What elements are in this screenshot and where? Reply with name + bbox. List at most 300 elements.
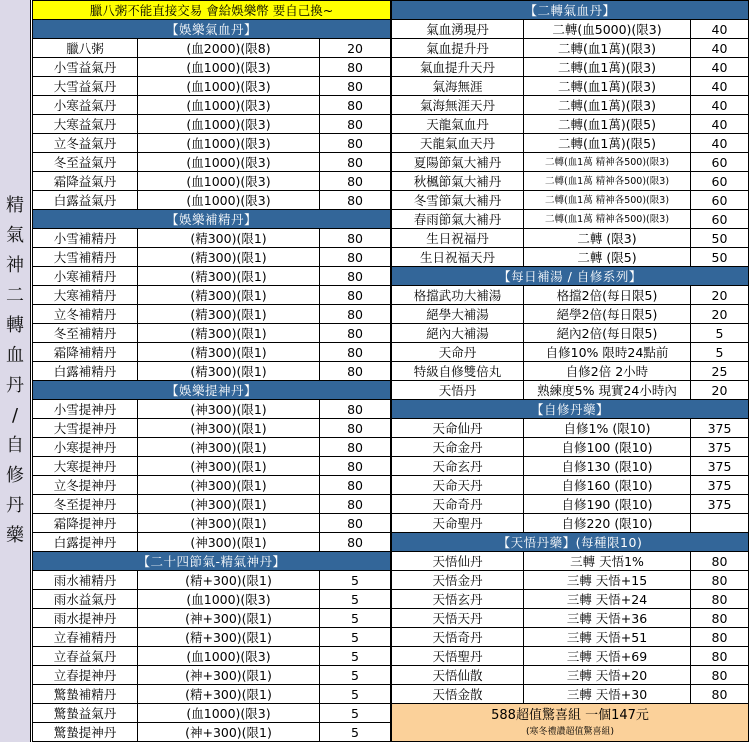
table-row [33, 609, 391, 628]
item-name: 天命金丹 [392, 438, 524, 457]
item-name: 白露補精丹 [33, 362, 138, 381]
item-name: 絕學大補湯 [392, 305, 524, 324]
item-price: 375 [691, 457, 749, 476]
side-title-char: 轉 [6, 315, 24, 336]
item-name: 小雪補精丹 [33, 229, 138, 248]
item-effect: 自修160 (限10) [524, 476, 691, 495]
item-name: 霜降補精丹 [33, 343, 138, 362]
table-row [33, 362, 391, 381]
item-price: 50 [691, 229, 749, 248]
table-row [33, 324, 391, 343]
table-row [33, 343, 391, 362]
item-effect: (神300)(限1) [138, 514, 320, 533]
table-row [392, 115, 749, 134]
item-price: 80 [320, 286, 391, 305]
item-name: 臘八粥 [33, 39, 138, 58]
item-effect: (精300)(限1) [138, 324, 320, 343]
item-name: 大雪益氣丹 [33, 77, 138, 96]
item-name: 雨水提神丹 [33, 609, 138, 628]
item-name: 小寒補精丹 [33, 267, 138, 286]
item-name: 立冬補精丹 [33, 305, 138, 324]
table-row [33, 495, 391, 514]
section-header: 【天悟丹藥】(每種限10) [392, 533, 749, 552]
side-title-char: 精 [6, 195, 24, 216]
side-title-char: / [11, 405, 19, 426]
item-name: 格擋武功大補湯 [392, 286, 524, 305]
item-effect: 二轉(血1萬)(限3) [524, 96, 691, 115]
item-effect: 二轉(血1萬)(限5) [524, 134, 691, 153]
side-title-char: 自 [6, 435, 24, 456]
table-row [392, 419, 749, 438]
item-effect: 自修10% 限時24點前 [524, 343, 691, 362]
item-name: 特級自修雙倍丸 [392, 362, 524, 381]
item-name: 冬至益氣丹 [33, 153, 138, 172]
item-name: 氣海無涯 [392, 77, 524, 96]
item-price: 375 [691, 438, 749, 457]
item-price: 80 [320, 248, 391, 267]
table-row [33, 172, 391, 191]
item-price: 5 [320, 609, 391, 628]
item-name: 生日祝福天丹 [392, 248, 524, 267]
section-header-row [392, 533, 749, 552]
item-effect: (神300)(限1) [138, 400, 320, 419]
table-row [33, 647, 391, 666]
item-name: 天悟天丹 [392, 609, 524, 628]
item-price: 40 [691, 20, 749, 39]
item-effect: (神300)(限1) [138, 438, 320, 457]
item-price: 50 [691, 248, 749, 267]
table-row [392, 362, 749, 381]
item-effect: 三轉 天悟+15 [524, 571, 691, 590]
item-effect: 自修100 (限10) [524, 438, 691, 457]
item-price: 20 [691, 286, 749, 305]
table-row [392, 647, 749, 666]
item-effect: (血1000)(限3) [138, 590, 320, 609]
table-row [392, 609, 749, 628]
item-effect: (血1000)(限3) [138, 58, 320, 77]
item-effect: 三轉 天悟1% [524, 552, 691, 571]
item-price: 20 [320, 39, 391, 58]
table-row [392, 590, 749, 609]
item-price [691, 514, 749, 533]
item-effect: (精300)(限1) [138, 362, 320, 381]
item-effect: 絕內2倍(每日限5) [524, 324, 691, 343]
section-header: 【自修丹藥】 [392, 400, 749, 419]
table-row [392, 77, 749, 96]
item-effect: (精+300)(限1) [138, 685, 320, 704]
item-price: 5 [320, 666, 391, 685]
item-name: 冬至提神丹 [33, 495, 138, 514]
item-name: 立春益氣丹 [33, 647, 138, 666]
side-title-char: 血 [6, 345, 24, 366]
item-effect: 二轉(血5000)(限3) [524, 20, 691, 39]
item-name: 驚蟄提神丹 [33, 723, 138, 742]
item-price: 5 [320, 647, 391, 666]
item-effect: (精300)(限1) [138, 343, 320, 362]
table-row [392, 571, 749, 590]
item-price: 80 [320, 267, 391, 286]
item-price: 80 [691, 590, 749, 609]
item-price: 60 [691, 172, 749, 191]
side-title-char: 丹 [6, 375, 24, 396]
section-header-row [33, 381, 391, 400]
item-name: 天命天丹 [392, 476, 524, 495]
item-price: 80 [691, 552, 749, 571]
item-effect: (神300)(限1) [138, 495, 320, 514]
item-name: 天命玄丹 [392, 457, 524, 476]
item-effect: (神+300)(限1) [138, 666, 320, 685]
section-header-row [392, 1, 749, 20]
table-row [392, 172, 749, 191]
table-row [33, 39, 391, 58]
item-effect: (血1000)(限3) [138, 134, 320, 153]
table-row [33, 533, 391, 552]
side-title-char: 修 [6, 465, 24, 486]
item-name: 立冬提神丹 [33, 476, 138, 495]
item-price: 5 [320, 723, 391, 742]
item-price: 80 [691, 628, 749, 647]
item-price: 60 [691, 153, 749, 172]
section-header-row [392, 400, 749, 419]
item-name: 驚蟄補精丹 [33, 685, 138, 704]
item-price: 20 [691, 381, 749, 400]
table-row [392, 20, 749, 39]
item-price: 375 [691, 495, 749, 514]
table-row [392, 153, 749, 172]
item-effect: (血1000)(限3) [138, 172, 320, 191]
section-header: 【娛樂提神丹】 [33, 381, 391, 400]
item-effect: 三轉 天悟+30 [524, 685, 691, 704]
table-row [33, 286, 391, 305]
table-row [392, 343, 749, 362]
left-panel [32, 0, 391, 742]
item-effect: (神300)(限1) [138, 419, 320, 438]
item-effect: (神300)(限1) [138, 457, 320, 476]
item-price: 80 [320, 362, 391, 381]
item-price: 80 [691, 685, 749, 704]
item-name: 天悟聖丹 [392, 647, 524, 666]
item-effect: 格擋2倍(每日限5) [524, 286, 691, 305]
table-row [33, 590, 391, 609]
section-header: 【二十四節氣-精氣神丹】 [33, 552, 391, 571]
table-row [392, 457, 749, 476]
item-price: 80 [691, 647, 749, 666]
side-title-char: 二 [6, 285, 24, 306]
item-name: 小寒益氣丹 [33, 96, 138, 115]
table-row [33, 419, 391, 438]
item-name: 天悟仙丹 [392, 552, 524, 571]
item-price: 20 [691, 305, 749, 324]
table-row [33, 685, 391, 704]
item-price: 40 [691, 115, 749, 134]
item-name: 天命丹 [392, 343, 524, 362]
table-row [33, 267, 391, 286]
item-name: 大寒提神丹 [33, 457, 138, 476]
side-title-char: 氣 [6, 225, 24, 246]
item-price: 80 [320, 305, 391, 324]
item-name: 天悟金丹 [392, 571, 524, 590]
item-name: 小寒提神丹 [33, 438, 138, 457]
item-effect: 三轉 天悟+20 [524, 666, 691, 685]
item-price: 60 [691, 191, 749, 210]
item-effect: 二轉(血1萬)(限3) [524, 77, 691, 96]
table-row [392, 552, 749, 571]
item-price: 5 [320, 704, 391, 723]
item-effect: 自修2倍 2小時 [524, 362, 691, 381]
item-effect: (血1000)(限3) [138, 77, 320, 96]
table-row [33, 134, 391, 153]
table-row [392, 286, 749, 305]
item-price: 40 [691, 58, 749, 77]
item-name: 夏陽節氣大補丹 [392, 153, 524, 172]
table-row [33, 514, 391, 533]
item-name: 冬雪節氣大補丹 [392, 191, 524, 210]
item-name: 立冬益氣丹 [33, 134, 138, 153]
item-effect: 二轉(血1萬)(限5) [524, 115, 691, 134]
table-row [392, 305, 749, 324]
item-name: 大雪提神丹 [33, 419, 138, 438]
table-row [392, 628, 749, 647]
promo-row [392, 704, 749, 742]
item-name: 天命奇丹 [392, 495, 524, 514]
side-title-char: 藥 [6, 525, 24, 546]
section-header: 【每日補湯 / 自修系列】 [392, 267, 749, 286]
side-title-char: 神 [6, 255, 24, 276]
item-name: 氣血提升天丹 [392, 58, 524, 77]
table-row [392, 685, 749, 704]
side-title-char: 丹 [6, 495, 24, 516]
table-row [33, 438, 391, 457]
item-name: 大寒補精丹 [33, 286, 138, 305]
table-row [392, 191, 749, 210]
item-price: 80 [691, 571, 749, 590]
item-price: 80 [320, 343, 391, 362]
item-price: 25 [691, 362, 749, 381]
table-row [33, 191, 391, 210]
section-header: 【娛樂補精丹】 [33, 210, 391, 229]
item-effect: 自修1% (限10) [524, 419, 691, 438]
item-price: 375 [691, 419, 749, 438]
item-price: 40 [691, 77, 749, 96]
item-name: 春雨節氣大補丹 [392, 210, 524, 229]
table-row [33, 229, 391, 248]
notice-row [33, 1, 391, 20]
item-effect: (血1000)(限3) [138, 704, 320, 723]
item-name: 霜降益氣丹 [33, 172, 138, 191]
item-price: 5 [691, 324, 749, 343]
promo-title: 588超值驚喜組 一個147元 [491, 707, 649, 723]
table-row [33, 400, 391, 419]
table-row [33, 457, 391, 476]
item-effect: (精300)(限1) [138, 286, 320, 305]
item-price: 80 [320, 324, 391, 343]
item-name: 大雪補精丹 [33, 248, 138, 267]
item-effect: (精300)(限1) [138, 248, 320, 267]
item-name: 白露提神丹 [33, 533, 138, 552]
item-effect: 二轉(血1萬 精神各500)(限3) [524, 172, 691, 191]
item-price: 80 [320, 438, 391, 457]
table-row [392, 438, 749, 457]
item-name: 氣血湧現丹 [392, 20, 524, 39]
item-name: 小雪提神丹 [33, 400, 138, 419]
item-effect: 二轉(血1萬 精神各500)(限3) [524, 191, 691, 210]
item-effect: 二轉 (限5) [524, 248, 691, 267]
table-row [392, 39, 749, 58]
item-price: 5 [320, 590, 391, 609]
item-effect: 自修130 (限10) [524, 457, 691, 476]
table-row [392, 96, 749, 115]
item-effect: 二轉 (限3) [524, 229, 691, 248]
section-header: 【二轉氣血丹】 [392, 1, 749, 20]
left-price-table [32, 0, 391, 742]
item-effect: (血1000)(限3) [138, 647, 320, 666]
item-effect: (精300)(限1) [138, 305, 320, 324]
item-name: 白露益氣丹 [33, 191, 138, 210]
item-price: 80 [320, 115, 391, 134]
item-effect: 三轉 天悟+36 [524, 609, 691, 628]
item-price: 40 [691, 96, 749, 115]
item-effect: 自修220 (限10) [524, 514, 691, 533]
item-effect: 自修190 (限10) [524, 495, 691, 514]
item-price: 80 [320, 134, 391, 153]
table-row [392, 210, 749, 229]
item-effect: (精+300)(限1) [138, 571, 320, 590]
section-header: 【娛樂氣血丹】 [33, 20, 391, 39]
item-name: 絕內大補湯 [392, 324, 524, 343]
table-row [33, 666, 391, 685]
item-effect: (神300)(限1) [138, 476, 320, 495]
section-header-row [33, 210, 391, 229]
item-price: 60 [691, 210, 749, 229]
item-effect: (血1000)(限3) [138, 153, 320, 172]
item-price: 80 [320, 400, 391, 419]
table-row [392, 134, 749, 153]
item-name: 秋楓節氣大補丹 [392, 172, 524, 191]
item-name: 天悟金散 [392, 685, 524, 704]
table-row [33, 77, 391, 96]
table-row [392, 248, 749, 267]
item-name: 天命聖丹 [392, 514, 524, 533]
item-price: 80 [320, 58, 391, 77]
item-effect: (血1000)(限3) [138, 115, 320, 134]
section-header-row [33, 20, 391, 39]
item-name: 立春提神丹 [33, 666, 138, 685]
item-name: 小雪益氣丹 [33, 58, 138, 77]
item-name: 驚蟄益氣丹 [33, 704, 138, 723]
right-panel [391, 0, 749, 742]
item-name: 氣血提升丹 [392, 39, 524, 58]
item-name: 冬至補精丹 [33, 324, 138, 343]
item-effect: (血2000)(限8) [138, 39, 320, 58]
item-price: 5 [320, 571, 391, 590]
table-row [33, 723, 391, 742]
item-name: 天悟丹 [392, 381, 524, 400]
item-effect: (神+300)(限1) [138, 609, 320, 628]
promo-cell [392, 704, 749, 742]
table-row [392, 381, 749, 400]
item-effect: 三轉 天悟+69 [524, 647, 691, 666]
item-effect: (精300)(限1) [138, 229, 320, 248]
item-name: 雨水益氣丹 [33, 590, 138, 609]
section-header-row [33, 552, 391, 571]
item-name: 雨水補精丹 [33, 571, 138, 590]
table-row [33, 58, 391, 77]
item-price: 5 [320, 628, 391, 647]
item-price: 80 [691, 609, 749, 628]
item-effect: 三轉 天悟+51 [524, 628, 691, 647]
table-row [33, 704, 391, 723]
item-effect: 絕學2倍(每日限5) [524, 305, 691, 324]
item-price: 40 [691, 134, 749, 153]
promo-subtitle: (寒冬禮讚超值驚喜組) [525, 726, 615, 737]
section-header-row [392, 267, 749, 286]
item-name: 大寒益氣丹 [33, 115, 138, 134]
item-price: 80 [320, 153, 391, 172]
item-effect: (神+300)(限1) [138, 723, 320, 742]
table-row [33, 96, 391, 115]
table-row [33, 153, 391, 172]
table-row [33, 571, 391, 590]
item-effect: 二轉(血1萬 精神各500)(限3) [524, 210, 691, 229]
item-effect: (精300)(限1) [138, 267, 320, 286]
item-name: 天悟仙散 [392, 666, 524, 685]
item-effect: (血1000)(限3) [138, 191, 320, 210]
table-row [392, 229, 749, 248]
table-row [392, 666, 749, 685]
item-price: 80 [320, 476, 391, 495]
right-price-table [391, 0, 749, 742]
item-effect: 二轉(血1萬)(限3) [524, 39, 691, 58]
table-row [33, 476, 391, 495]
item-price: 80 [691, 666, 749, 685]
item-price: 375 [691, 476, 749, 495]
item-effect: (血1000)(限3) [138, 96, 320, 115]
item-name: 天悟奇丹 [392, 628, 524, 647]
item-name: 霜降提神丹 [33, 514, 138, 533]
table-row [33, 115, 391, 134]
table-row [33, 305, 391, 324]
item-effect: 熟練度5% 現實24小時內 [524, 381, 691, 400]
table-row [392, 58, 749, 77]
item-price: 80 [320, 514, 391, 533]
item-price: 5 [320, 685, 391, 704]
item-price: 80 [320, 96, 391, 115]
item-price: 80 [320, 533, 391, 552]
side-title-column [0, 0, 31, 742]
notice-text: 臘八粥不能直接交易 會給娛樂幣 要自己換~ [33, 1, 391, 20]
item-name: 天命仙丹 [392, 419, 524, 438]
item-effect: (神300)(限1) [138, 533, 320, 552]
item-price: 80 [320, 77, 391, 96]
item-name: 生日祝福丹 [392, 229, 524, 248]
item-name: 天龍氣血天丹 [392, 134, 524, 153]
table-row [33, 248, 391, 267]
item-name: 立春補精丹 [33, 628, 138, 647]
item-name: 天龍氣血丹 [392, 115, 524, 134]
item-price: 40 [691, 39, 749, 58]
table-row [392, 324, 749, 343]
table-row [392, 495, 749, 514]
side-title [6, 191, 24, 551]
table-row [392, 476, 749, 495]
item-effect: (精+300)(限1) [138, 628, 320, 647]
item-price: 5 [691, 343, 749, 362]
item-price: 80 [320, 172, 391, 191]
item-price: 80 [320, 191, 391, 210]
table-row [392, 514, 749, 533]
item-price: 80 [320, 229, 391, 248]
item-name: 天悟玄丹 [392, 590, 524, 609]
